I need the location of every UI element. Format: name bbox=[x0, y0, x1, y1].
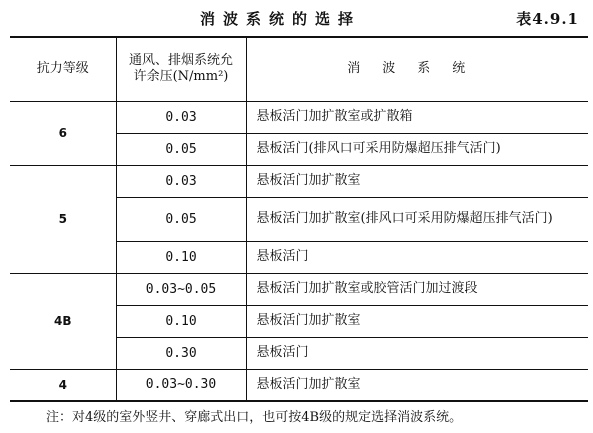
table-number: 表4.9.1 bbox=[516, 10, 579, 28]
grade-cell: 4B bbox=[10, 273, 116, 369]
table-title-bar bbox=[0, 8, 593, 30]
pressure-cell: 0.03 bbox=[116, 165, 246, 197]
header-resistance-grade: 抗力等级 bbox=[10, 37, 116, 101]
system-cell: 悬板活门加扩散室或扩散箱 bbox=[246, 101, 588, 133]
table-row bbox=[10, 369, 588, 401]
header-pressure-text: 通风、排烟系统允许余压(N/mm²) bbox=[129, 53, 234, 85]
grade-cell: 4 bbox=[10, 369, 116, 401]
pressure-cell: 0.30 bbox=[116, 337, 246, 369]
pressure-cell: 0.03~0.30 bbox=[116, 369, 246, 401]
table-footnote: 注：对4级的室外竖井、穿廊式出口，也可按4B级的规定选择消波系统。 bbox=[46, 410, 463, 425]
system-cell: 悬板活门加扩散室 bbox=[246, 369, 588, 401]
header-allowable-pressure bbox=[116, 37, 246, 101]
system-cell: 悬板活门 bbox=[246, 241, 588, 273]
wave-elimination-table bbox=[10, 36, 588, 402]
pressure-cell: 0.10 bbox=[116, 241, 246, 273]
grade-cell: 5 bbox=[10, 165, 116, 273]
system-cell: 悬板活门(排风口可采用防爆超压排气活门) bbox=[246, 133, 588, 165]
system-cell: 悬板活门加扩散室 bbox=[246, 305, 588, 337]
pressure-cell: 0.10 bbox=[116, 305, 246, 337]
header-system: 消波系统 bbox=[246, 37, 588, 101]
pressure-cell: 0.03~0.05 bbox=[116, 273, 246, 305]
table-title: 消波系统的选择 bbox=[200, 10, 362, 28]
system-cell: 悬板活门加扩散室 bbox=[246, 165, 588, 197]
table-row bbox=[10, 273, 588, 305]
system-cell: 悬板活门加扩散室(排风口可采用防爆超压排气活门) bbox=[246, 197, 588, 241]
table-row bbox=[10, 165, 588, 197]
pressure-cell: 0.05 bbox=[116, 197, 246, 241]
grade-cell: 6 bbox=[10, 101, 116, 165]
system-cell: 悬板活门 bbox=[246, 337, 588, 369]
pressure-cell: 0.03 bbox=[116, 101, 246, 133]
system-cell: 悬板活门加扩散室或胶管活门加过渡段 bbox=[246, 273, 588, 305]
table-row bbox=[10, 101, 588, 133]
pressure-cell: 0.05 bbox=[116, 133, 246, 165]
